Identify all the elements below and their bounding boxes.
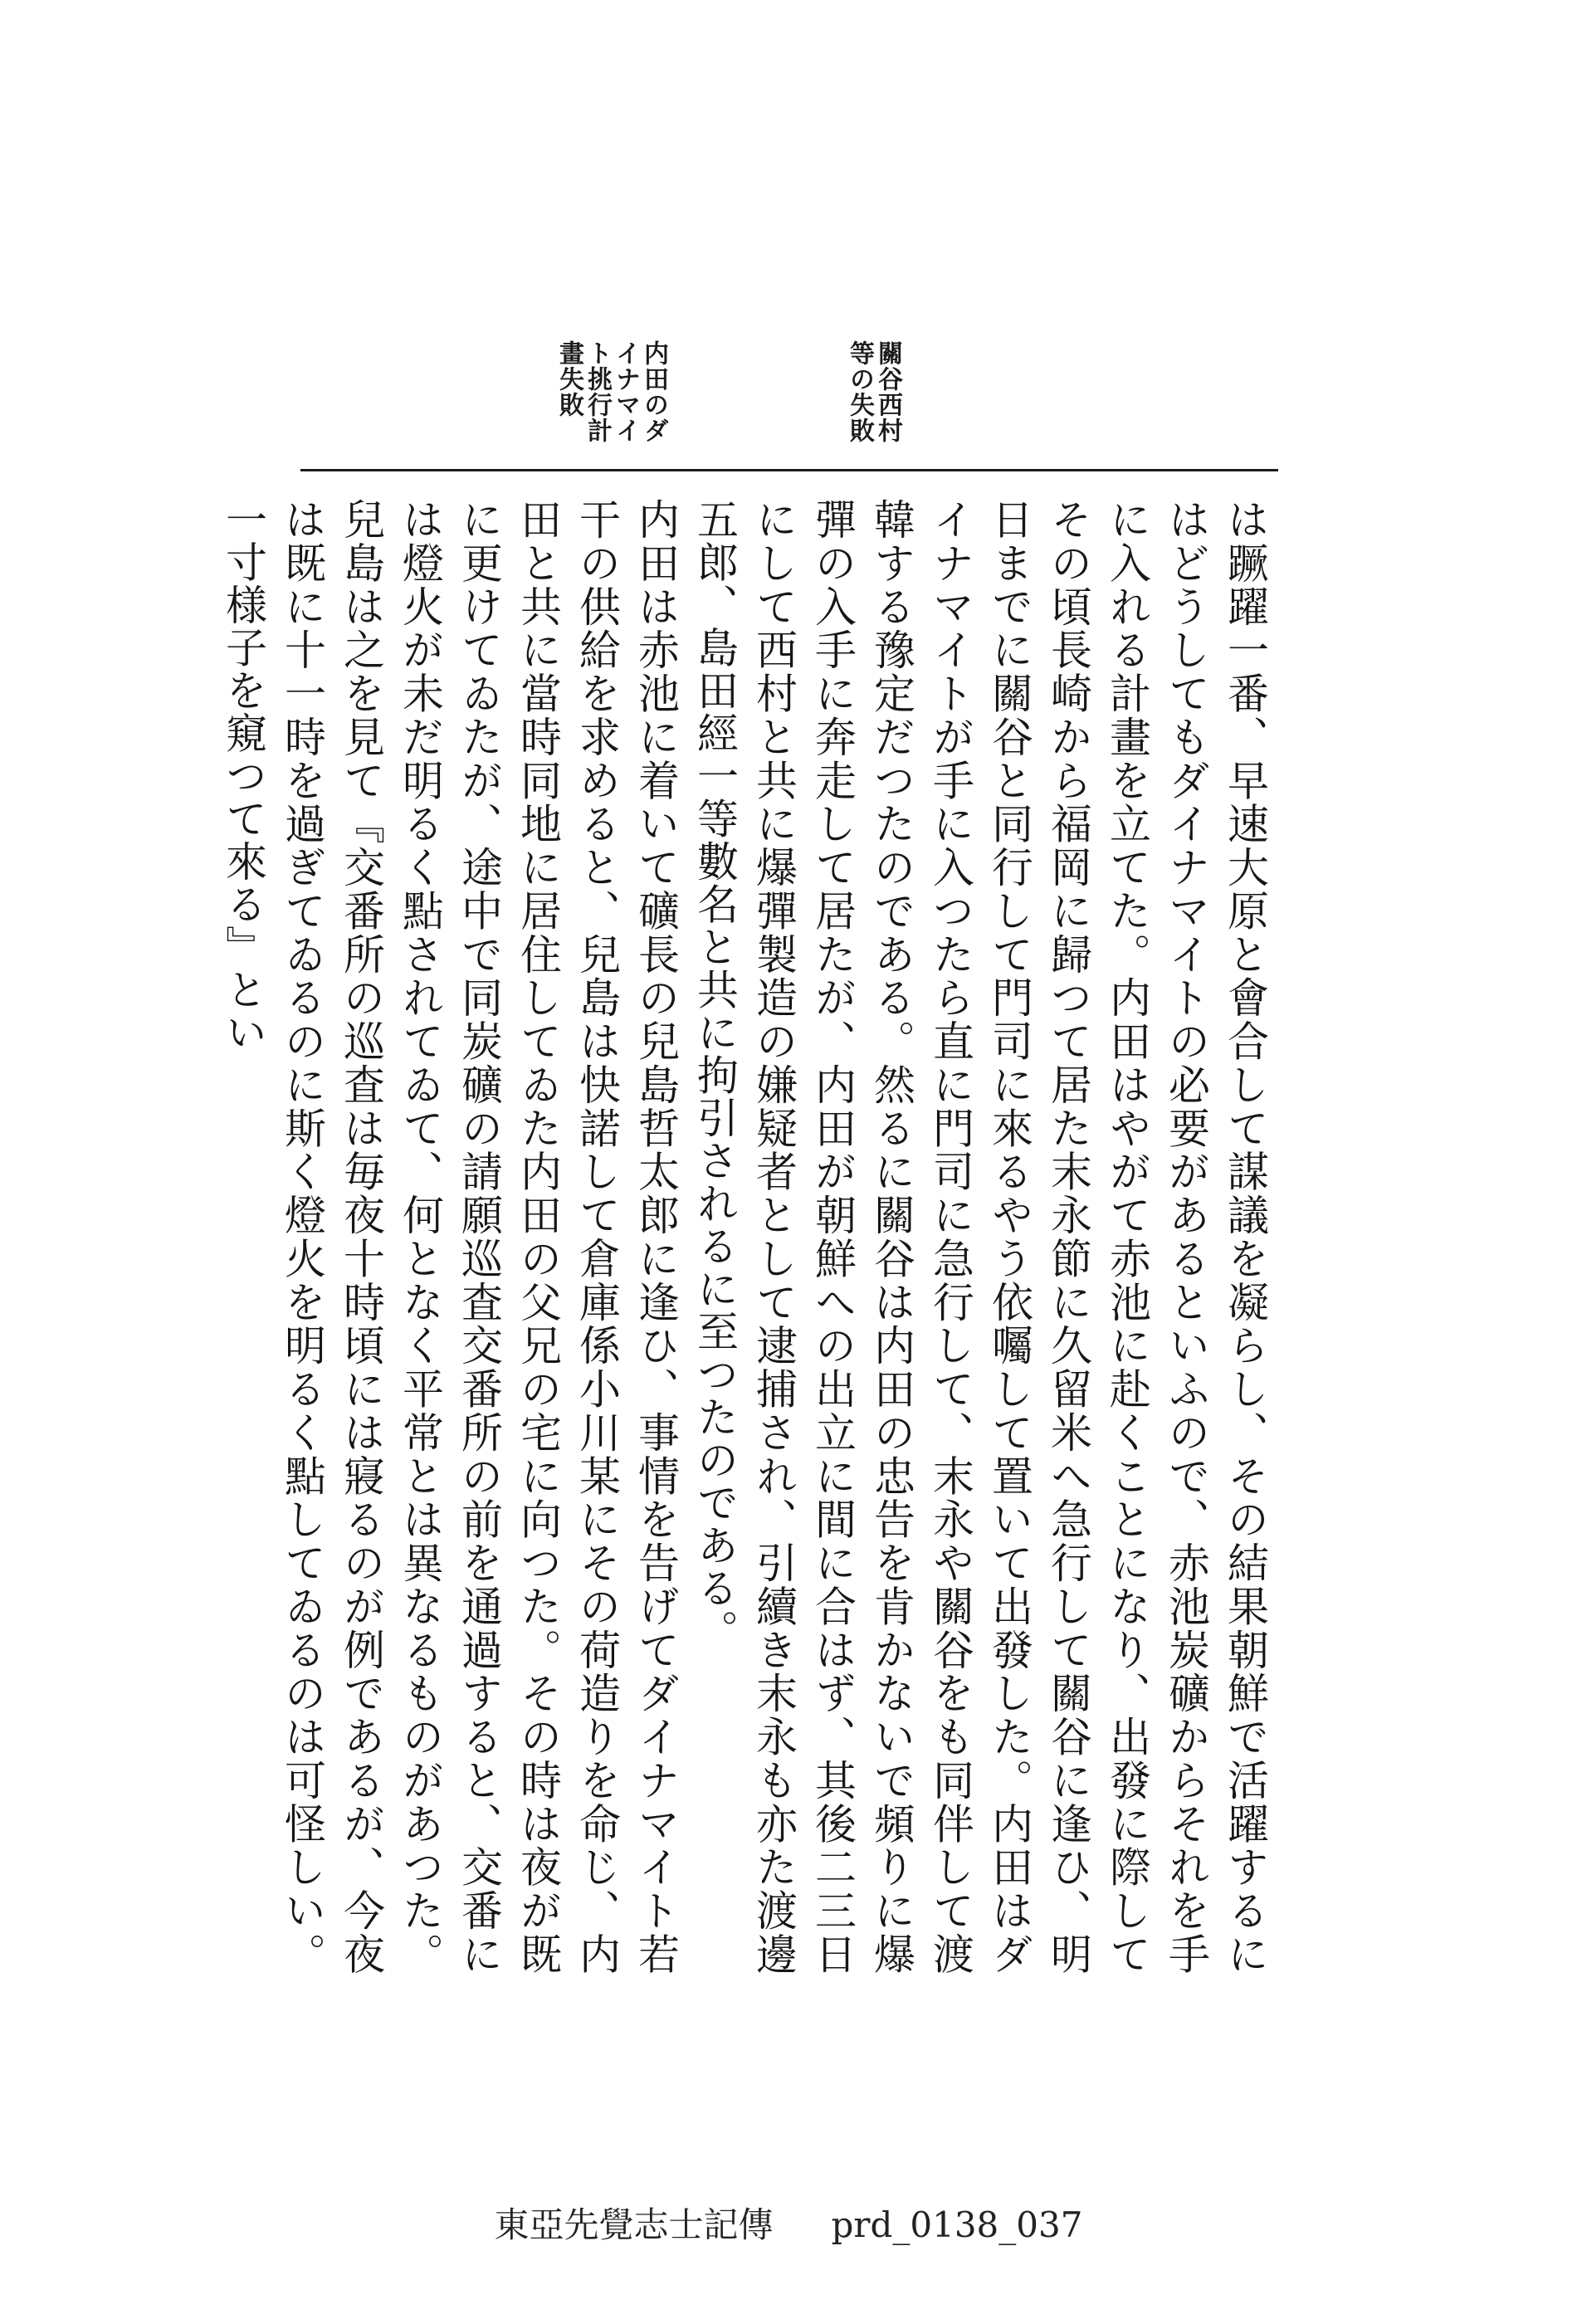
marginal-headnote-uchida-dynamite: 内田のダイナマイト挑行計畫失敗 xyxy=(554,340,668,443)
page-footer xyxy=(0,2198,1577,2248)
paragraph: 内田は赤池に着いて礦長の兒島哲太郎に逢ひ、事情を告げてダイナマイト若干の供給を求めると、兒島は快諾して倉庫係小川某にその荷造りを命じ、内田と共に當時同地に居住してゐた内田の父兄の宅に向つた。その時は夜が既に更けてゐたが、途中で同炭礦の請願巡査交番所の前を通過すると、交番には燈火が未だ明るく點されてゐて、何となく平常とは異なるものがあつた。兒島は之を見て『交番所の巡査は毎夜十時頃には寢るのが例であるが、今夜は既に十一時を過ぎてゐるのに斯く燈火を明るく點してゐるのは可怪しい。一寸様子を窺つて來る』とい xyxy=(219,498,680,1975)
book-title: 東亞先覺志士記傳 xyxy=(494,2204,774,2245)
body-text xyxy=(219,498,1274,1975)
marginal-headnote-sekiya-nishimura: 關谷西村等の失敗 xyxy=(845,340,902,443)
paragraph: は蹶躍一番、早速大原と會合して謀議を凝らし、その結果朝鮮で活躍するにはどうしてもダイナマイトの必要があるといふので、赤池炭礦からそれを手に入れる計畫を立てた。内田はやがて赤池に赴くことになり、出發に際してその頃長崎から福岡に歸つて居た末永節に久留米へ急行して關谷に逢ひ、明日までに關谷と同行して門司に來るやう依囑して置いて出發した。内田はダイナマイトが手に入つたら直に門司に急行して、末永や關谷をも同伴して渡韓する豫定だつたのである。然るに關谷は内田の忠告を肯かないで頻りに爆彈の入手に奔走して居たが、内田が朝鮮への出立に間に合はず、其後二三日にして西村と共に爆彈製造の嫌疑者として逮捕され、引續き末永も亦た渡邊五郎、島田經一等數名と共に拘引されるに至つたのである。 xyxy=(691,498,1269,1975)
page-id: prd_0138_037 xyxy=(831,2204,1083,2245)
header-rule xyxy=(300,469,1278,471)
